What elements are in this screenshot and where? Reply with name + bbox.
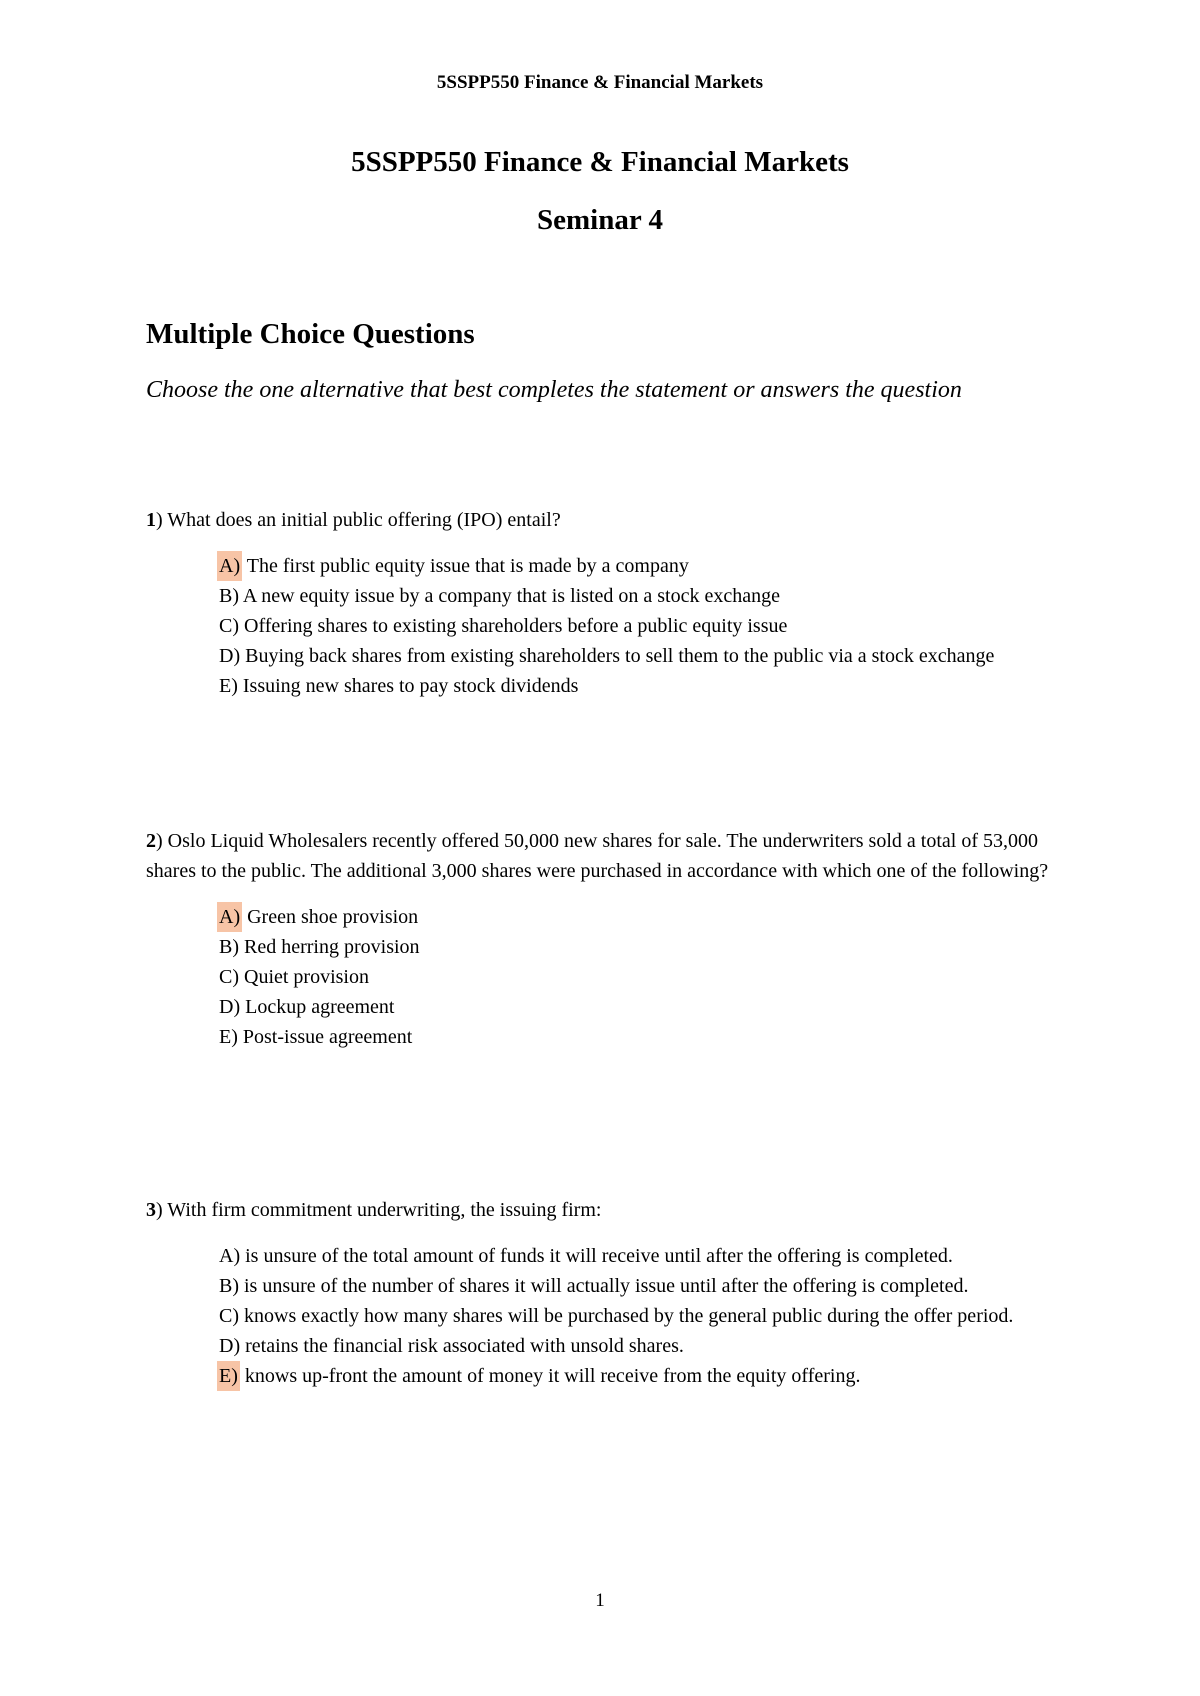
option-letter: A) xyxy=(217,902,242,932)
options-list xyxy=(146,1241,1076,1391)
option-letter: D) xyxy=(219,1335,241,1357)
option-text: Red herring provision xyxy=(239,936,420,958)
question-number: 2 xyxy=(146,830,156,852)
option-text: A new equity issue by a company that is listed on a stock exchange xyxy=(239,585,780,607)
question-2 xyxy=(146,826,1076,1052)
question-stem xyxy=(146,1195,1076,1225)
option-c xyxy=(146,1301,1076,1331)
option-e xyxy=(146,1361,1076,1391)
option-d xyxy=(146,992,1076,1022)
option-text: Lockup agreement xyxy=(240,996,395,1018)
option-text: Post-issue agreement xyxy=(237,1026,413,1048)
option-e xyxy=(146,671,1076,701)
option-letter: C) xyxy=(219,615,239,637)
option-a xyxy=(146,551,1076,581)
section-heading: Multiple Choice Questions xyxy=(146,318,475,350)
option-text: Issuing new shares to pay stock dividends xyxy=(237,675,579,697)
question-number: 1 xyxy=(146,509,156,531)
option-letter: E) xyxy=(217,1361,240,1391)
option-letter: E) xyxy=(219,675,238,697)
option-text: knows exactly how many shares will be purchased by the general public during the offer period. xyxy=(239,1305,1014,1327)
option-letter: D) xyxy=(219,645,241,667)
question-stem xyxy=(146,505,1076,535)
option-text: retains the financial risk associated with unsold shares. xyxy=(240,1335,684,1357)
question-stem xyxy=(146,826,1076,886)
option-letter: C) xyxy=(219,1305,239,1327)
page-number: 1 xyxy=(595,1590,605,1611)
option-letter: B) xyxy=(219,936,239,958)
option-c xyxy=(146,962,1076,992)
document-subtitle: Seminar 4 xyxy=(537,204,663,236)
option-letter: A) xyxy=(217,551,242,581)
running-header: 5SSPP550 Finance & Financial Markets xyxy=(436,72,764,93)
option-a xyxy=(146,1241,1076,1271)
option-b xyxy=(146,1271,1076,1301)
option-text: Offering shares to existing shareholders before a public equity issue xyxy=(239,615,788,637)
option-text: The first public equity issue that is made by a company xyxy=(242,555,689,577)
option-d xyxy=(146,1331,1076,1361)
instructions: Choose the one alternative that best completes the statement or answers the question xyxy=(146,377,962,403)
option-b xyxy=(146,932,1076,962)
document-title: 5SSPP550 Finance & Financial Markets xyxy=(351,146,849,178)
question-text: ) What does an initial public offering (IPO) entail? xyxy=(156,509,561,531)
option-letter: A) xyxy=(219,1245,241,1267)
question-text: ) With firm commitment underwriting, the issuing firm: xyxy=(156,1199,602,1221)
question-text: ) Oslo Liquid Wholesalers recently offered 50,000 new shares for sale. The underwriters sold a total of 53,000 shares to the public. The additional 3,000 shares were purchased in accordance with which one of the following? xyxy=(146,830,1049,882)
option-letter: D) xyxy=(219,996,241,1018)
question-1 xyxy=(146,505,1076,701)
option-e xyxy=(146,1022,1076,1052)
question-number: 3 xyxy=(146,1199,156,1221)
option-letter: B) xyxy=(219,585,239,607)
option-letter: B) xyxy=(219,1275,239,1297)
options-list xyxy=(146,902,1076,1052)
option-text: is unsure of the total amount of funds it will receive until after the offering is completed. xyxy=(240,1245,953,1267)
option-text: Quiet provision xyxy=(239,966,369,988)
option-c xyxy=(146,611,1076,641)
option-d xyxy=(146,641,1076,671)
question-3 xyxy=(146,1195,1076,1391)
option-letter: C) xyxy=(219,966,239,988)
option-b xyxy=(146,581,1076,611)
option-letter: E) xyxy=(219,1026,238,1048)
option-text: is unsure of the number of shares it will actually issue until after the offering is completed. xyxy=(239,1275,969,1297)
options-list xyxy=(146,551,1076,701)
option-text: Green shoe provision xyxy=(242,906,419,928)
option-a xyxy=(146,902,1076,932)
option-text: Buying back shares from existing shareholders to sell them to the public via a stock exchange xyxy=(240,645,995,667)
option-text: knows up-front the amount of money it will receive from the equity offering. xyxy=(239,1365,861,1387)
